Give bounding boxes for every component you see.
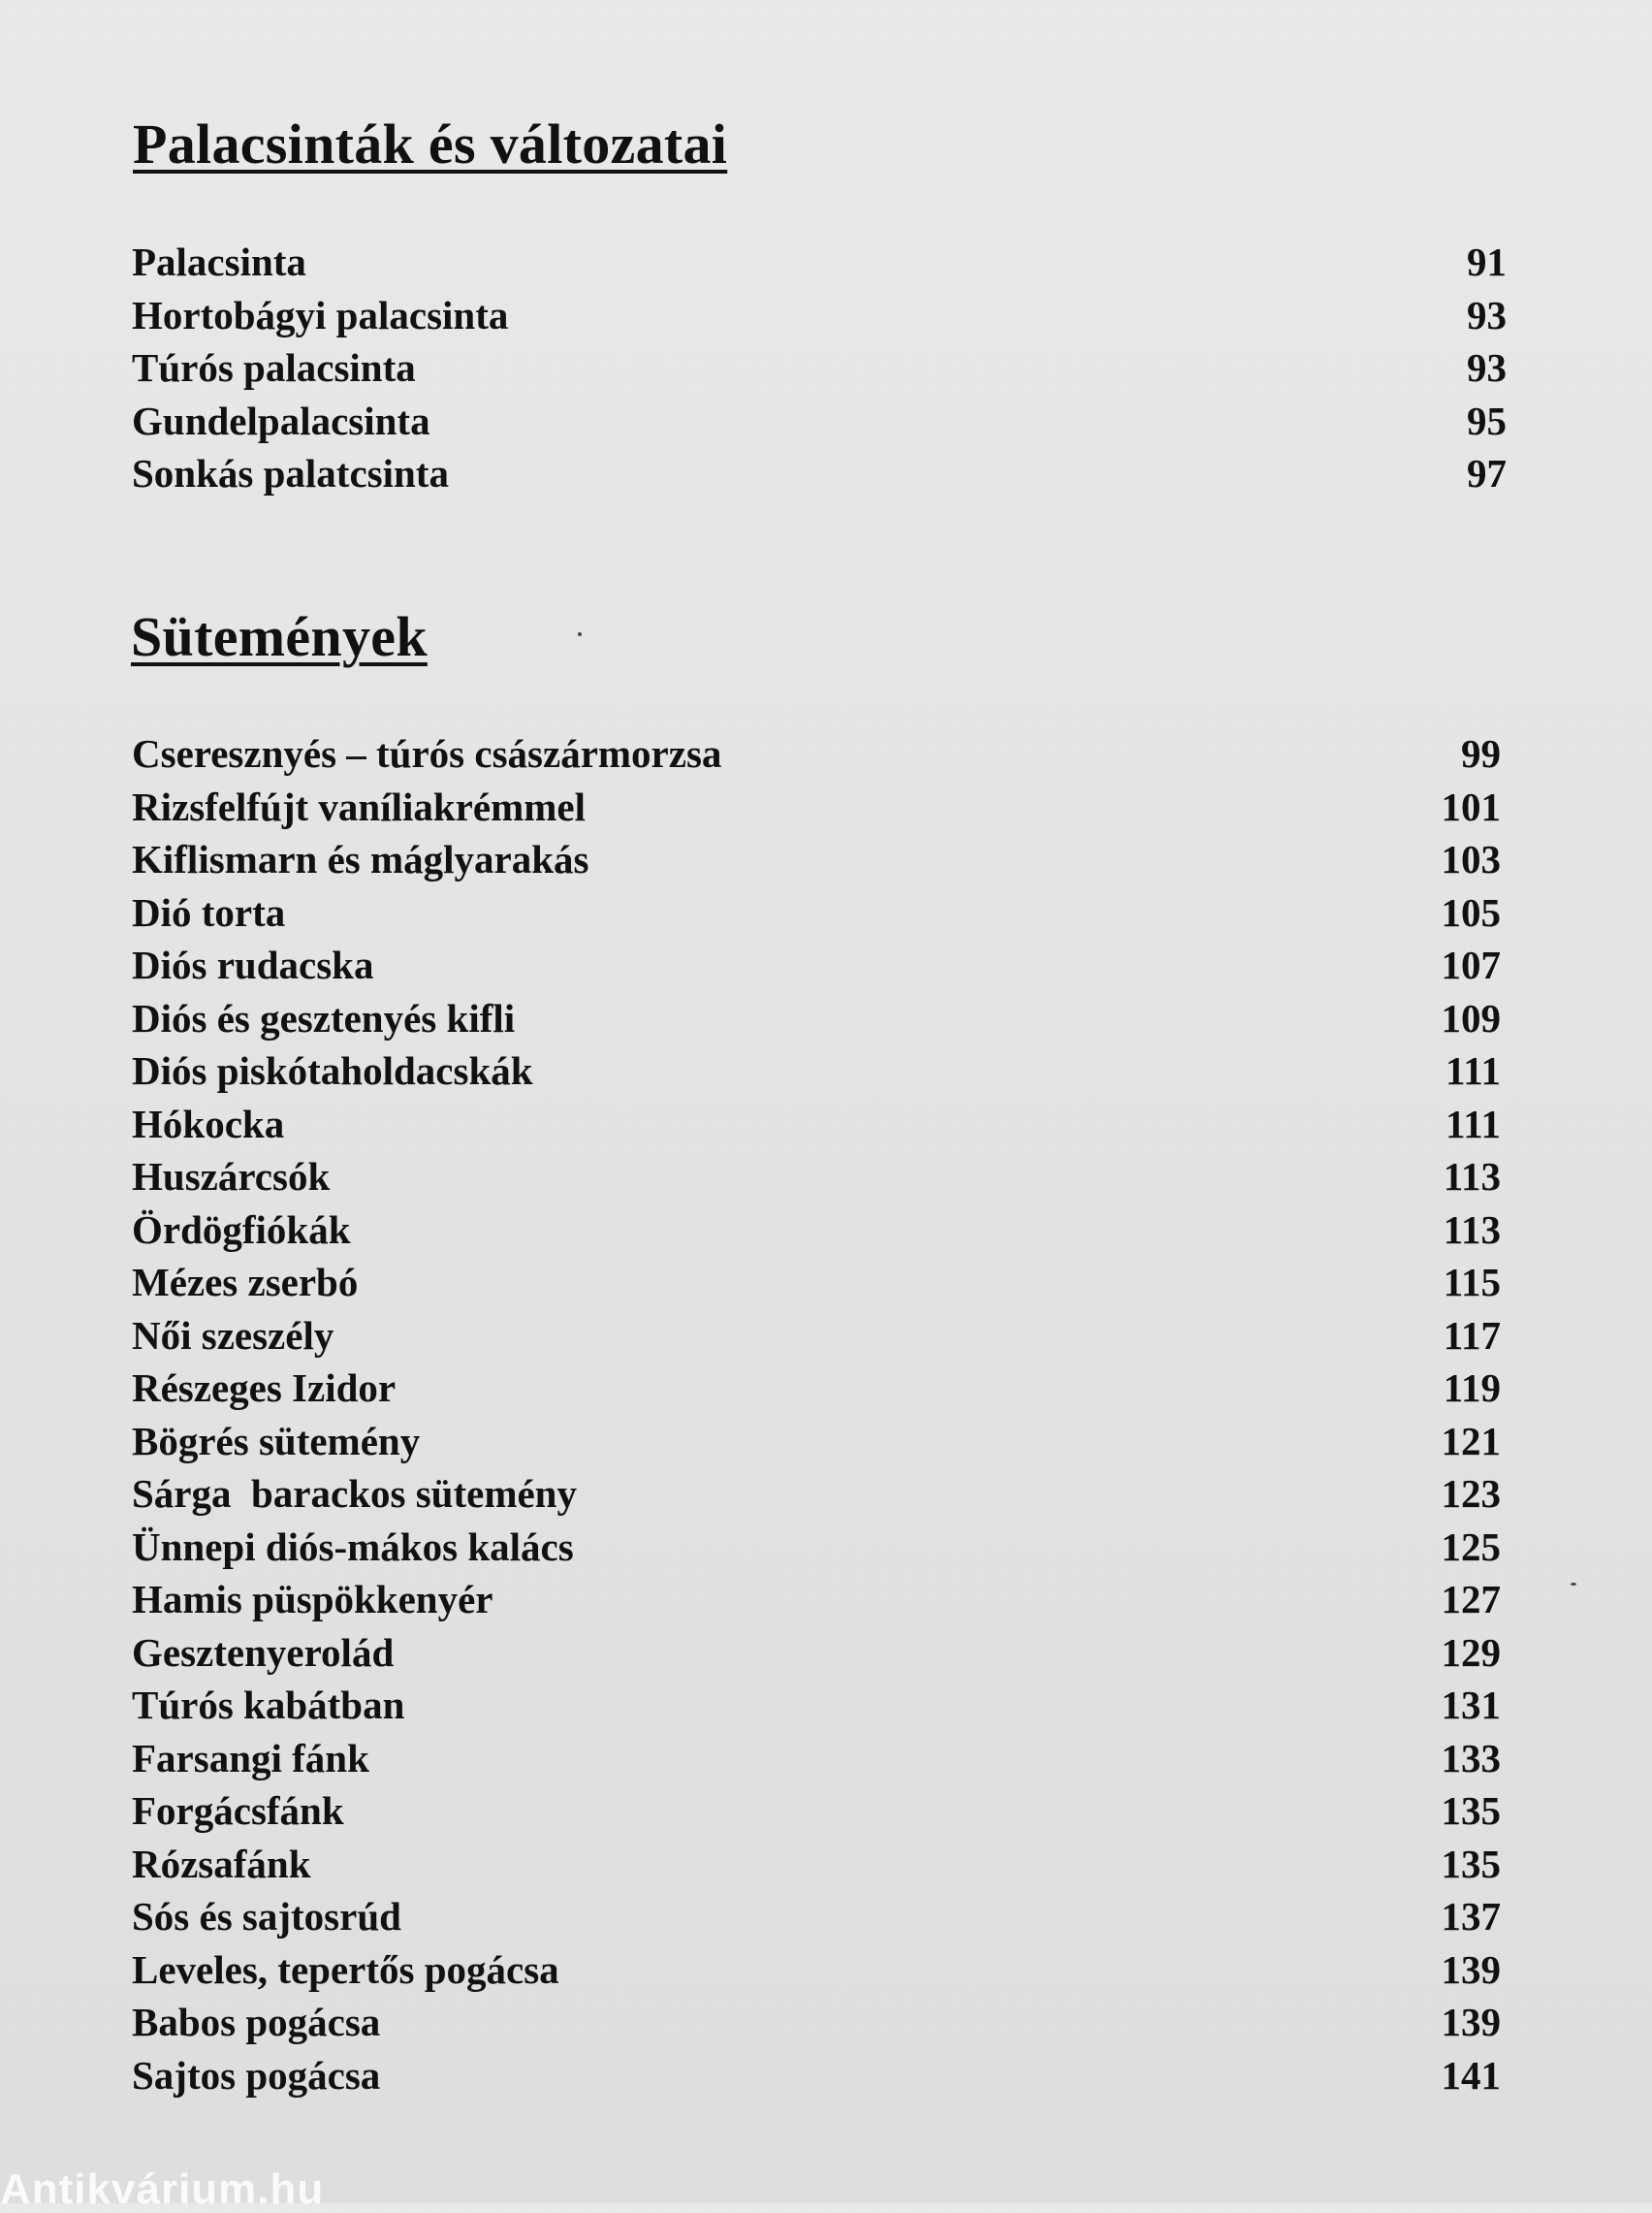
toc-entry bbox=[132, 1044, 1501, 1098]
toc-entry-page: 135 bbox=[1441, 1788, 1501, 1833]
toc-entry bbox=[132, 447, 1507, 500]
toc-entry-name: Részeges Izidor bbox=[132, 1365, 397, 1410]
toc-entry-page: 99 bbox=[1461, 731, 1501, 776]
toc-entry bbox=[132, 781, 1501, 834]
toc-entry-name: Dió torta bbox=[132, 889, 286, 935]
toc-entry-page: 97 bbox=[1467, 451, 1507, 497]
toc-entry-page: 113 bbox=[1443, 1154, 1501, 1199]
toc-entry bbox=[132, 236, 1507, 289]
toc-entry-page: 125 bbox=[1441, 1523, 1501, 1569]
toc-entry bbox=[132, 395, 1507, 448]
toc-entry-name: Hókocka bbox=[132, 1101, 285, 1146]
toc-entry-page: 127 bbox=[1441, 1577, 1501, 1621]
toc-entry-page: 93 bbox=[1467, 292, 1507, 337]
toc-entry-name: Ördögfiókák bbox=[132, 1206, 351, 1252]
toc-entry bbox=[132, 886, 1501, 940]
toc-entry-name: Női szeszély bbox=[132, 1312, 334, 1358]
toc-entry-name: Babos pogácsa bbox=[132, 2000, 381, 2044]
toc-entry-name: Gesztenyerolád bbox=[132, 1629, 395, 1675]
toc-entry-page: 129 bbox=[1441, 1629, 1501, 1675]
toc-entry bbox=[132, 1732, 1501, 1785]
speck-mark bbox=[578, 632, 582, 636]
toc-entry-page: 117 bbox=[1443, 1312, 1501, 1358]
toc-entry-name: Hamis püspökkenyér bbox=[132, 1577, 493, 1621]
toc-entry-page: 141 bbox=[1441, 2052, 1501, 2098]
toc-entry-name: Sós és sajtosrúd bbox=[132, 1894, 401, 1939]
toc-entry bbox=[132, 939, 1501, 992]
toc-entry-name: Bögrés sütemény bbox=[132, 1418, 421, 1463]
toc-entry-page: 123 bbox=[1441, 1471, 1501, 1516]
toc-entry-page: 109 bbox=[1441, 995, 1501, 1041]
toc-entry bbox=[132, 1679, 1501, 1732]
toc-entry-page: 121 bbox=[1441, 1418, 1501, 1463]
toc-entry-name: Túrós kabátban bbox=[132, 1683, 405, 1727]
toc-entry-name: Túrós palacsinta bbox=[132, 345, 416, 391]
watermark: Antikvárium.hu bbox=[0, 2165, 325, 2213]
toc-entry-name: Kiflismarn és máglyarakás bbox=[132, 837, 589, 882]
toc-entry bbox=[132, 1784, 1501, 1838]
toc-entry-page: 101 bbox=[1441, 784, 1501, 829]
toc-list-palacsintak bbox=[132, 236, 1507, 500]
toc-entry bbox=[132, 1626, 1501, 1680]
toc-entry bbox=[132, 1309, 1501, 1363]
toc-entry-page: 115 bbox=[1443, 1260, 1501, 1304]
toc-entry-page: 111 bbox=[1446, 1101, 1501, 1146]
toc-entry-name: Gundelpalacsinta bbox=[132, 398, 430, 443]
toc-entry bbox=[132, 1362, 1501, 1415]
toc-entry-name: Rizsfelfújt vaníliakrémmel bbox=[132, 784, 586, 829]
toc-entry bbox=[132, 727, 1501, 781]
toc-entry-page: 91 bbox=[1467, 240, 1507, 284]
toc-entry-name: Rózsafánk bbox=[132, 1841, 311, 1886]
toc-entry-name: Huszárcsók bbox=[132, 1154, 331, 1199]
toc-entry-name: Sonkás palatcsinta bbox=[132, 451, 449, 497]
toc-entry bbox=[132, 992, 1501, 1045]
toc-entry bbox=[132, 1838, 1501, 1891]
toc-entry bbox=[132, 1521, 1501, 1574]
toc-entry-name: Cseresznyés – túrós császármorzsa bbox=[132, 731, 722, 776]
toc-entry-page: 107 bbox=[1441, 943, 1501, 987]
speck-mark bbox=[1571, 1583, 1576, 1586]
toc-entry bbox=[132, 1996, 1501, 2049]
toc-entry-name: Hortobágyi palacsinta bbox=[132, 292, 509, 337]
toc-entry bbox=[132, 1150, 1501, 1203]
toc-entry-page: 93 bbox=[1467, 345, 1507, 391]
toc-entry bbox=[132, 1256, 1501, 1309]
toc-entry bbox=[132, 1467, 1501, 1521]
toc-entry-name: Mézes zserbó bbox=[132, 1260, 359, 1304]
toc-entry-name: Diós és gesztenyés kifli bbox=[132, 995, 516, 1041]
toc-entry-name: Sajtos pogácsa bbox=[132, 2052, 381, 2098]
toc-entry bbox=[132, 1203, 1501, 1257]
toc-entry bbox=[132, 1573, 1501, 1626]
toc-entry-page: 135 bbox=[1441, 1841, 1501, 1886]
section-title-sutemenyek: Sütemények bbox=[131, 605, 428, 668]
toc-entry-page: 131 bbox=[1441, 1683, 1501, 1727]
toc-entry-page: 111 bbox=[1446, 1048, 1501, 1093]
toc-entry-page: 95 bbox=[1467, 398, 1507, 443]
toc-entry-page: 139 bbox=[1441, 1946, 1501, 1992]
toc-entry-name: Diós piskótaholdacskák bbox=[132, 1048, 533, 1093]
toc-entry-page: 137 bbox=[1441, 1894, 1501, 1939]
toc-entry-page: 133 bbox=[1441, 1735, 1501, 1780]
toc-entry-name: Leveles, tepertős pogácsa bbox=[132, 1946, 559, 1992]
toc-entry bbox=[132, 1415, 1501, 1468]
toc-entry bbox=[132, 1098, 1501, 1151]
toc-entry-name: Forgácsfánk bbox=[132, 1788, 344, 1833]
toc-list-sutemenyek bbox=[132, 727, 1501, 2101]
toc-entry-page: 105 bbox=[1441, 889, 1501, 935]
toc-entry bbox=[132, 289, 1507, 342]
toc-entry-name: Diós rudacska bbox=[132, 943, 374, 987]
toc-entry-name: Ünnepi diós-mákos kalács bbox=[132, 1523, 574, 1569]
toc-entry-page: 139 bbox=[1441, 2000, 1501, 2044]
toc-entry bbox=[132, 1943, 1501, 1997]
toc-entry-name: Sárga barackos sütemény bbox=[132, 1471, 577, 1516]
toc-entry-page: 113 bbox=[1443, 1206, 1501, 1252]
toc-entry-name: Farsangi fánk bbox=[132, 1735, 369, 1780]
toc-entry bbox=[132, 1890, 1501, 1943]
toc-entry-page: 119 bbox=[1443, 1365, 1501, 1410]
toc-entry bbox=[132, 2049, 1501, 2102]
toc-entry bbox=[132, 833, 1501, 886]
toc-entry bbox=[132, 341, 1507, 395]
toc-entry-page: 103 bbox=[1441, 837, 1501, 882]
toc-entry-name: Palacsinta bbox=[132, 240, 306, 284]
section-title-palacsintak: Palacsinták és változatai bbox=[133, 112, 728, 176]
